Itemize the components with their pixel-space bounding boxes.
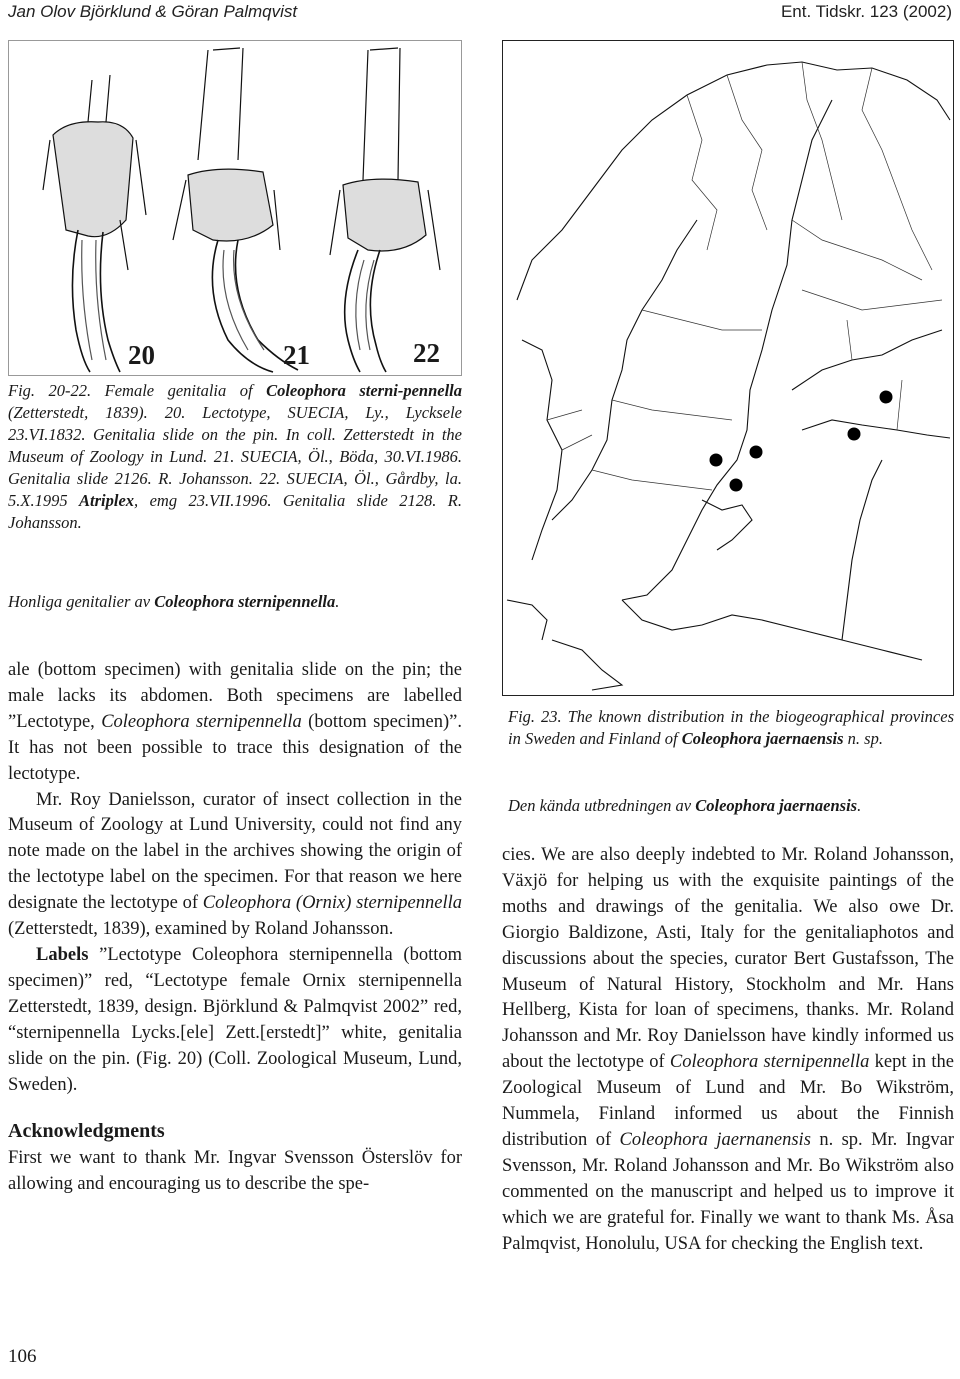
- paragraph-acknowledgments-start: First we want to thank Mr. Ingvar Svensson Österslöv for allowing and encouraging us to describe the spe-: [8, 1148, 462, 1195]
- figure-label-20: 20: [128, 340, 155, 370]
- figure-20-22-swedish-caption: Honliga genitalier av Coleophora sternipennella.: [8, 592, 340, 611]
- figure-20-22-caption: Fig. 20-22. Female genitalia of Coleophora sterni-pennella (Zetterstedt, 1839). 20. Lectotype, SUECIA, Ly., Lycksele 23.VI.1832. Genitalia slide on the pin. In coll. Zetterstedt in the Museum of Zoology in Lund. 21. SUECIA, Öl., Böda, 30.VI.1986. Genitalia slide 2126. R. Johansson. 22. SUECIA, Öl., Gårdby, la. 5.X.1995 Atriplex, emg 23.VII.1996. Genitalia slide 2128. R. Johansson.: [8, 381, 462, 532]
- distribution-map-panel: [502, 40, 954, 696]
- left-column-body: [8, 658, 462, 1198]
- page-number: 106: [8, 1346, 37, 1367]
- figure-23-caption: Fig. 23. The known distribution in the biogeographical provinces in Sweden and Finland of Coleophora jaernaensis n. sp.: [508, 707, 954, 748]
- distribution-map: [502, 40, 954, 696]
- figure-label-21: 21: [283, 340, 310, 370]
- acknowledgments-heading: Acknowledgments: [8, 1120, 165, 1143]
- paragraph-lectotype-designation: Mr. Roy Danielsson, curator of insect collection in the Museum of Zoology at Lund University, could not find any note made on the label in the archives showing the origin of the lectotype label on the specimen. For that reason we here designate the lectotype of Coleophora (Ornix) sternipennella (Zetterstedt, 1839), examined by Roland Johansson.: [8, 789, 462, 940]
- figure-label-22: 22: [413, 338, 440, 368]
- paragraph-acknowledgments-continued: cies. We are also deeply indebted to Mr. Roland Johansson, Växjö for helping us with the exquisite paintings of the moths and drawings of the genitalia. We also owe Dr. Giorgio Baldizone, Asti, Italy for the genitaliaphotos and discussions about the species, curator Bert Gustafsson, The Museum of Natural History, Stockholm and Mr. Hans Hellberg, Kista for loan of specimens, thanks. Mr. Roland Johansson and Mr. Roy Danielsson have kindly informed us about the lectotype of Coleophora sternipennella kept in the Zoological Museum of Lund and Mr. Bo Wikström, Nummela, Finland informed us about the Finnish distribution of Coleophora jaernanensis n. sp. Mr. Ingvar Svensson, Mr. Roland Johansson and Mr. Bo Wikström also commented on the manuscript and helped us to improve it which we are grateful for. Finally we want to thank Ms. Åsa Palmqvist, Honolulu, USA for checking the English text.: [502, 845, 954, 1254]
- paragraph-labels: Labels ”Lectotype Coleophora sternipennella (bottom specimen)” red, “Lectotype female Ornix sternipennella Zetterstedt, 1839, design. Björklund & Palmqvist 2002” red, “sternipennella Lycks.[ele] Zett.[erstedt]” white, genitalia slide on the pin. (Fig. 20) (Coll. Zoological Museum, Lund, Sweden).: [8, 944, 462, 1095]
- paragraph-lectotype-labels: ale (bottom specimen) with genitalia slide on the pin; the male lacks its abdomen. Both specimens are labelled ”Lectotype, Coleophora sternipennella (bottom specimen)”. It has not been possible to trace this designation of the lectotype.: [8, 660, 462, 784]
- genitalia-drawings: [8, 40, 462, 376]
- map-dot-finland-2: [880, 391, 893, 404]
- map-dot-sweden-2: [750, 446, 763, 459]
- right-column-body: [502, 843, 954, 1258]
- map-dot-sweden-1: [710, 454, 723, 467]
- map-dot-sweden-3: [730, 479, 743, 492]
- figure-23-swedish-caption: Den kända utbredningen av Coleophora jaernaensis.: [508, 796, 862, 815]
- running-header-authors: Jan Olov Björklund & Göran Palmqvist: [8, 2, 298, 21]
- map-dot-finland-1: [848, 428, 861, 441]
- genitalia-figure-panel: [8, 40, 462, 376]
- running-header-journal: Ent. Tidskr. 123 (2002): [780, 2, 952, 21]
